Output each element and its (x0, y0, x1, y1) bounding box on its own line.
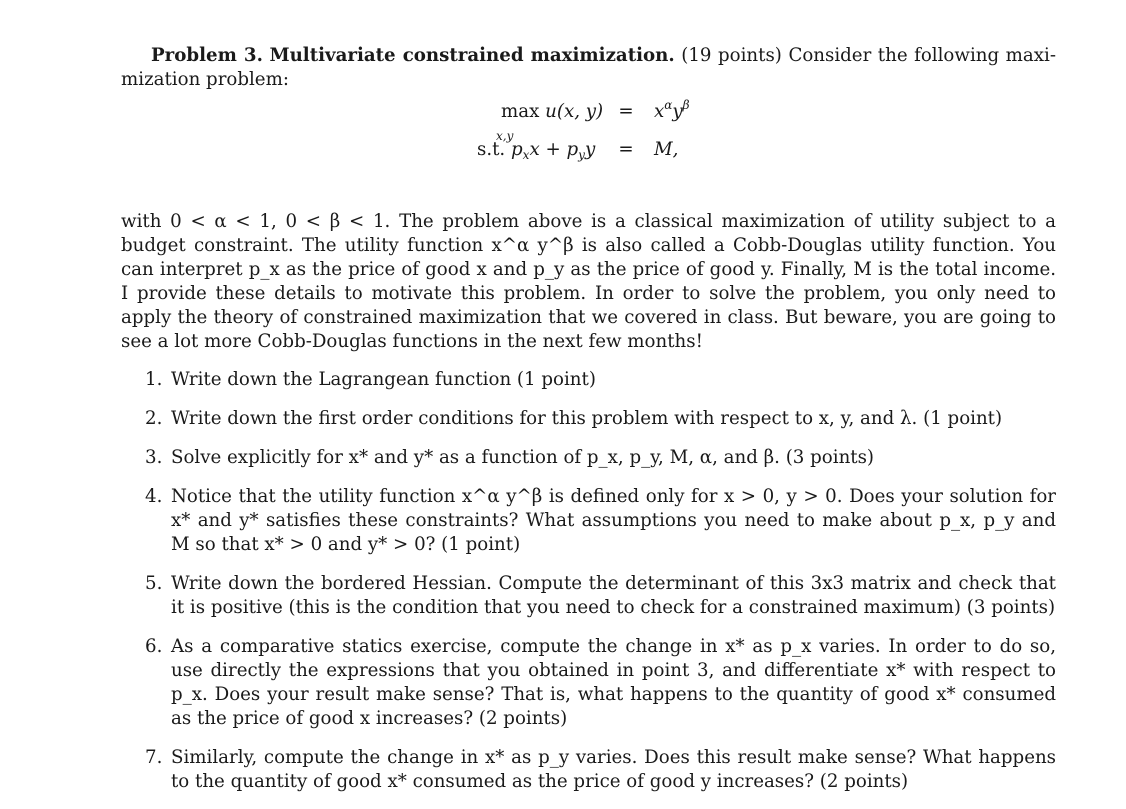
constraint-right: M, (654, 139, 679, 160)
list-item: 6. As a comparative statics exercise, compute the change in x* as p_x varies. In order to do so, use directly the expressions that you obtained in point 3, and differentiate x* with respect to p_x. Does your result make sense? That is, what happens to the quantity of good x* consumed as the price of good x increases? (2 points) (145, 636, 1056, 729)
list-item: 7. Similarly, compute the change in x* as p_y varies. Does this result make sense? What happens to the quantity of good x* consumed as the price of good y increases? (2 points) (145, 747, 1056, 792)
list-item: 1. Write down the Lagrangean function (1 point) (145, 369, 596, 390)
problem-intro: Consider the following maxi-mization problem: (121, 45, 1056, 90)
problem-title: Multivariate constrained maximization. (269, 45, 675, 66)
problem-header (121, 44, 1056, 92)
constraint-equals: = (618, 139, 634, 160)
list-item: 2. Write down the first order conditions for this problem with respect to x, y, and λ. (1 point) (145, 408, 1003, 429)
problem-label: Problem 3. (151, 45, 263, 66)
objective-right: $x^\alpha y^\beta$ (654, 98, 690, 122)
list-item: 3. Solve explicitly for x* and y* as a function of p_x, p_y, M, α, and β. (3 points) (145, 447, 875, 468)
problem-sheet (121, 44, 1056, 809)
question-list (121, 368, 1056, 794)
objective-left: max u(x, y) (501, 101, 604, 122)
problem-points: (19 points) (681, 45, 782, 66)
objective-subscript: x,y (496, 129, 514, 143)
body-paragraph: with 0 < α < 1, 0 < β < 1. The problem above is a classical maximization of utility subject to a budget constraint. The utility function x^α y^β is also called a Cobb-Douglas utility function. You can interpret p_x as the price of good x and p_y as the price of good y. Finally, M is the total income. I provide these details to motivate this problem. In order to solve the problem, you only need to apply the theory of constrained maximization that we covered in class. But beware, you are going to see a lot more Cobb-Douglas functions in the next few months! (121, 211, 1056, 352)
list-item: 4. Notice that the utility function x^α y^β is defined only for x > 0, y > 0. Does your solution for x* and y* satisfies these constraints? What assumptions you need to make about p_x, p_y and M so that x* > 0 and y* > 0? (1 point) (145, 486, 1056, 555)
maximization-problem-display (121, 100, 1056, 192)
list-item: 5. Write down the bordered Hessian. Compute the determinant of this 3x3 matrix and check that it is positive (this is the condition that you need to check for a constrained maximum) (3 points) (145, 573, 1056, 618)
constraint-left: s.t. $p_xx + p_yy$ (477, 139, 596, 162)
objective-equals: = (618, 101, 634, 122)
